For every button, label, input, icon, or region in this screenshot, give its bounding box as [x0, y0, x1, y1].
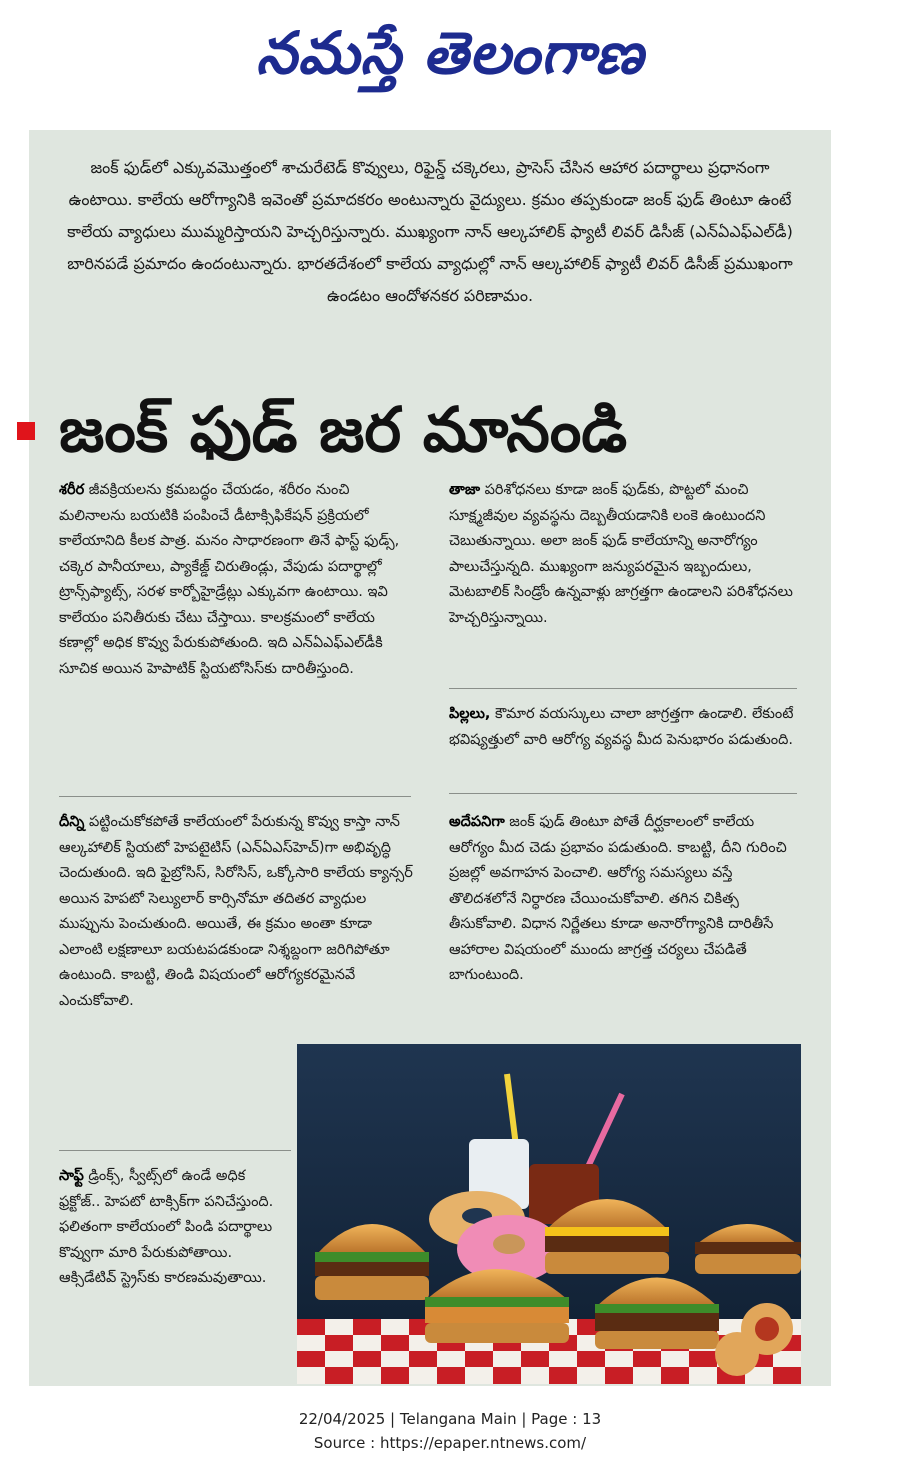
- footer-source-line: Source : https://epaper.ntnews.com/: [313, 1434, 587, 1452]
- right-paragraph-2: [449, 702, 801, 753]
- article-panel: [29, 130, 831, 1386]
- paragraph-lead: శరీర: [59, 482, 85, 498]
- paragraph-text: పరిశోధనలు కూడా జంక్ ఫుడ్‌కు, పొట్టలో మంచి సూక్ష్మజీవుల వ్యవస్థను దెబ్బతీయడానికి లంకె ఉంటుందని చెబుతున్నాయి. అలా జంక్ ఫుడ్ కాలేయాన్ని అనారోగ్యం పాలుచేస్తున్నది. ముఖ్యంగా జన్యుపరమైన ఇబ్బందులు, మెటబాలిక్ సిండ్రోం ఉన్నవాళ్లు జాగ్రత్తగా ఉండాలని పరిశోధనలు హెచ్చరిస్తున్నాయి.: [449, 482, 793, 626]
- paragraph-lead: తాజా: [449, 482, 481, 498]
- column-divider: [59, 796, 411, 797]
- headline-marker: [17, 422, 35, 440]
- paragraph-text: జంక్ ఫుడ్ తింటూ పోతే దీర్ఘకాలంలో కాలేయ ఆరోగ్యం మీద చెడు ప్రభావం పడుతుంది. కాబట్టి, దీని గురించి ప్రజల్లో అవగాహన పెంచాలి. ఆరోగ్య సమస్యలు వస్తే తొలిదశలోనే నిర్ధారణ చేయించుకోవాలి. తగిన చికిత్స తీసుకోవాలి. విధాన నిర్ణేతలు కూడా అనారోగ్యానికి దారితీసే ఆహారాల విషయంలో ముందు జాగ్రత్త చర్యలు చేపడితే బాగుంటుంది.: [449, 814, 787, 983]
- paragraph-lead: సాఫ్ట్: [59, 1168, 84, 1184]
- paragraph-text: డ్రింక్స్, స్వీట్స్‌లో ఉండే అధిక ఫ్రక్టోజ్.. హెపటో టాక్సిక్‌గా పనిచేస్తుంది. ఫలితంగా కాలేయంలో పిండి పదార్థాలు కొవ్వుగా మారి పేరుకుపోతాయి. ఆక్సిడేటివ్ స్ట్రెస్‌కు కారణమవుతాయి.: [59, 1168, 274, 1286]
- paragraph-text: జీవక్రియలను క్రమబద్ధం చేయడం, శరీరం నుంచి మలినాలను బయటికి పంపించే డీటాక్సిఫికేషన్ ప్రక్రియలో కాలేయానిది కీలక పాత్ర. మనం సాధారణంగా తినే ఫాస్ట్ ఫుడ్స్, చక్కెర పానీయాలు, ప్యాకేజ్డ్ చిరుతిండ్లు, వేపుడు పదార్థాల్లో ట్రాన్స్‌ఫ్యాట్స్, సరళ కార్బోహైడ్రేట్లు ఎక్కువగా ఉంటాయి. ఇవి కాలేయం పనితీరుకు చేటు చేస్తాయి. కాలక్రమంలో కాలేయ కణాల్లో అధిక కొవ్వు పేరుకుపోతుంది. ఇది ఎన్ఏఎఫ్ఎల్‌డీకి సూచిక అయిన హెపాటిక్ స్టియటోసిస్‌కు దారితీస్తుంది.: [59, 482, 400, 677]
- junk-food-illustration: [297, 1044, 801, 1384]
- paragraph-lead: దీన్ని: [59, 814, 85, 830]
- right-paragraph-1: [449, 478, 801, 631]
- paragraph-lead: పిల్లలు,: [449, 706, 491, 722]
- column-divider: [449, 793, 797, 794]
- left-paragraph-2: [59, 810, 415, 1014]
- article-headline: జంక్ ఫుడ్ జర మానండి: [59, 393, 628, 466]
- footer-date-line: 22/04/2025 | Telangana Main | Page : 13: [298, 1410, 602, 1428]
- paragraph-lead: అదేపనిగా: [449, 814, 505, 830]
- right-paragraph-3: [449, 810, 801, 989]
- column-divider: [449, 688, 797, 689]
- left-paragraph-1: [59, 478, 415, 682]
- masthead: [0, 0, 900, 110]
- article-intro: జంక్ ఫుడ్‌లో ఎక్కువమొత్తంలో శాచురేటెడ్ కొవ్వులు, రిఫైన్డ్ చక్కెరలు, ప్రాసెస్ చేసిన ఆహార పదార్థాలు ప్రధానంగా ఉంటాయి. కాలేయ ఆరోగ్యానికి ఇవెంతో ప్రమాదకరం అంటున్నారు వైద్యులు. క్రమం తప్పకుండా జంక్ ఫుడ్ తింటూ ఉంటే కాలేయ వ్యాధులు ముమ్మరిస్తాయని హెచ్చరిస్తున్నారు. ముఖ్యంగా నాన్ ఆల్కహాలిక్ ఫ్యాటీ లివర్ డిసీజ్ (ఎన్ఏఎఫ్ఎల్‌డీ) బారినపడే ప్రమాదం ఉందంటున్నారు. భారతదేశంలో కాలేయ వ్యాధుల్లో నాన్ ఆల్కహాలిక్ ఫ్యాటీ లివర్ డిసీజ్ ప్రముఖంగా ఉండటం ఆందోళనకర పరిణామం.: [67, 158, 793, 305]
- paragraph-text: పట్టించుకోకపోతే కాలేయంలో పేరుకున్న కొవ్వు కాస్తా నాన్ ఆల్కహాలిక్ స్టియటో హెపటైటిస్ (ఎన్ఏఎస్‌హెచ్)గా అభివృద్ధి చెందుతుంది. ఇది ఫైబ్రోసిస్, సిరోసిస్, ఒక్కోసారి కాలేయ క్యాన్సర్ అయిన హెపటో సెల్యులార్ కార్సినోమా తదితర వ్యాధుల ముప్పును పెంచుతుంది. అయితే, ఈ క్రమం అంతా కూడా ఎలాంటి లక్షణాలూ బయటపడకుండా నిశ్శబ్దంగా జరిగిపోతూ ఉంటుంది. కాబట్టి, తిండి విషయంలో ఆరోగ్యకరమైనవే ఎంచుకోవాలి.: [59, 814, 413, 1009]
- left-paragraph-3: [59, 1164, 291, 1292]
- masthead-title: నమస్తే తెలంగాణ: [256, 19, 644, 87]
- paragraph-text: కౌమార వయస్కులు చాలా జాగ్రత్తగా ఉండాలి. లేకుంటే భవిష్యత్తులో వారి ఆరోగ్య వ్యవస్థ మీద పెనుభారం పడుతుంది.: [449, 706, 794, 748]
- junk-food-photo: [297, 1044, 801, 1384]
- column-divider: [59, 1150, 291, 1151]
